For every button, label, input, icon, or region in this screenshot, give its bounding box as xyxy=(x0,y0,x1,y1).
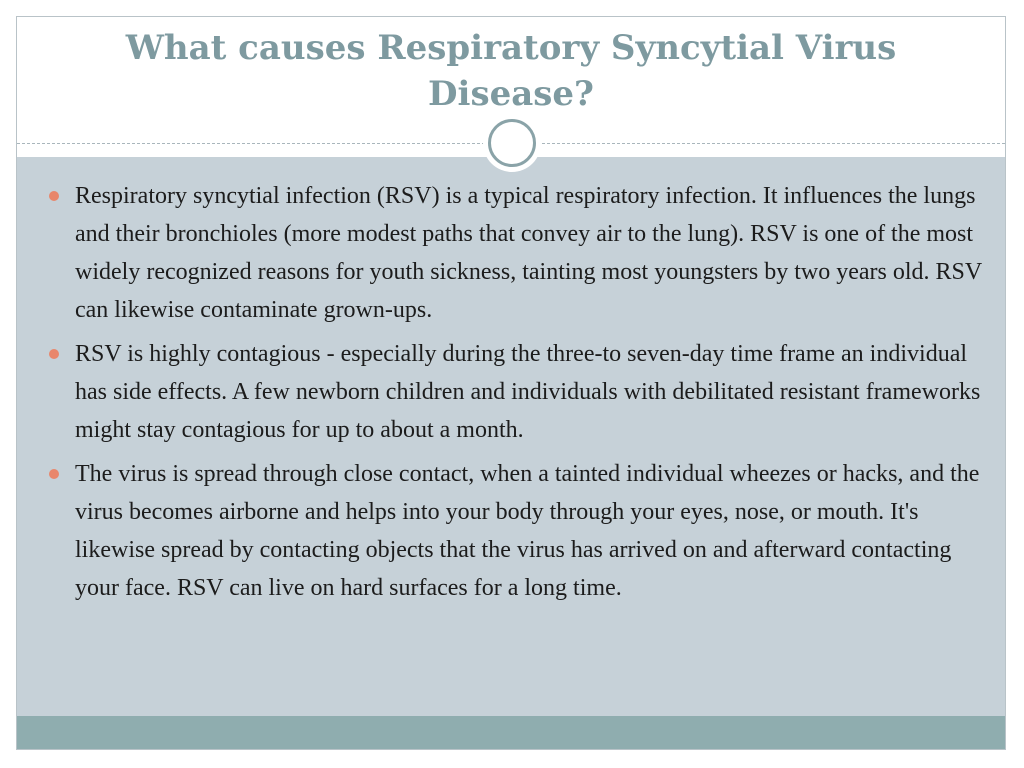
bullet-dot-icon xyxy=(49,191,59,201)
bullet-item xyxy=(49,335,989,449)
circle-ring-icon xyxy=(483,114,541,172)
bullet-item xyxy=(49,455,989,607)
ornament-ring xyxy=(488,119,536,167)
bullet-text: Respiratory syncytial infection (RSV) is a typical respiratory infection. It influences the lungs and their bronchioles (more modest paths that convey air to the lung). RSV is one of the most widely recognized reasons for youth sickness, tainting most youngsters by two years old. RSV can likewise contaminate grown-ups. xyxy=(75,183,982,323)
bullet-dot-icon xyxy=(49,349,59,359)
bullet-list xyxy=(49,177,989,613)
slide-title: What causes Respiratory Syncytial Virus Disease? xyxy=(125,28,897,114)
bullet-text: RSV is highly contagious - especially during the three-to seven-day time frame an individual has side effects. A few newborn children and individuals with debilitated resistant frameworks might stay contagious for up to about a month. xyxy=(75,341,981,443)
slide xyxy=(16,16,1006,750)
bullet-item xyxy=(49,177,989,329)
bullet-dot-icon xyxy=(49,469,59,479)
bullet-text: The virus is spread through close contact, when a tainted individual wheezes or hacks, and the virus becomes airborne and helps into your body through your eyes, nose, or mouth. It's likewise spread by contacting objects that the virus has arrived on and afterward contacting your face. RSV can live on hard surfaces for a long time. xyxy=(75,461,980,601)
footer-bar xyxy=(17,716,1005,750)
